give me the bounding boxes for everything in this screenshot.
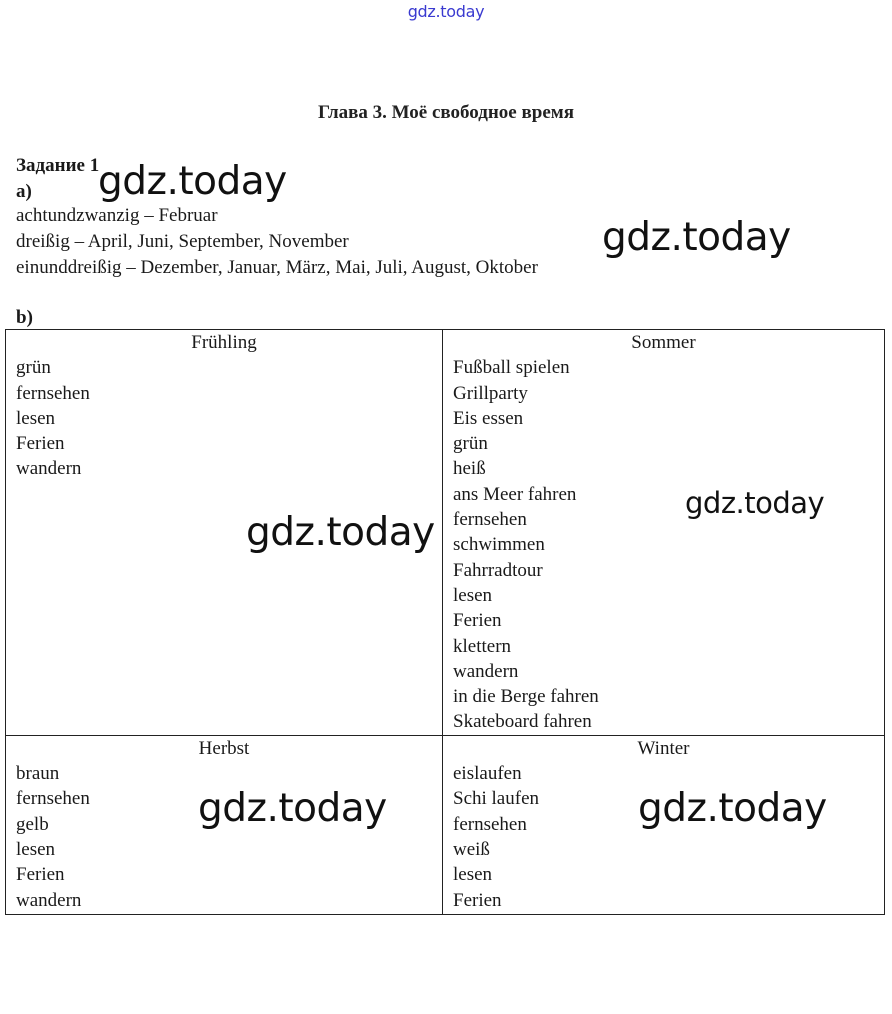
- word-item: lesen: [16, 407, 56, 429]
- season-title: Herbst: [198, 737, 250, 759]
- word-item: fernsehen: [16, 788, 90, 810]
- word-list: [453, 761, 874, 913]
- word-item: fernsehen: [453, 813, 527, 835]
- word-item: wandern: [16, 458, 82, 480]
- word-item: lesen: [16, 838, 56, 860]
- word-item: lesen: [453, 864, 493, 886]
- word-item: fernsehen: [16, 382, 90, 404]
- top-watermark: gdz.today: [407, 2, 485, 21]
- season-cell-sommer: [443, 330, 885, 736]
- word-item: grün: [16, 357, 51, 379]
- word-item: wandern: [16, 889, 82, 911]
- word-item: Ferien: [16, 864, 65, 886]
- word-item: braun: [16, 763, 60, 785]
- word-item: schwimmen: [453, 534, 545, 556]
- word-item: Ferien: [453, 889, 502, 911]
- word-item: Grillparty: [453, 382, 528, 404]
- word-item: in die Berge fahren: [453, 686, 599, 708]
- watermark: gdz.today: [198, 786, 387, 831]
- task-title: Задание 1: [16, 155, 100, 176]
- chapter-title: Глава 3. Моё свободное время: [318, 102, 574, 123]
- word-item: ans Meer fahren: [453, 483, 577, 505]
- season-title: Frühling: [191, 332, 257, 353]
- watermark: gdz.today: [685, 486, 825, 520]
- word-item: weiß: [453, 838, 490, 860]
- part-a-answers: [16, 203, 538, 281]
- word-item: lesen: [453, 584, 493, 606]
- word-item: klettern: [453, 635, 512, 657]
- word-item: wandern: [453, 660, 519, 682]
- word-item: Fußball spielen: [453, 357, 570, 379]
- watermark: gdz.today: [246, 510, 435, 555]
- word-item: Schi laufen: [453, 788, 540, 810]
- word-item: Fahrradtour: [453, 559, 543, 581]
- word-list: [16, 761, 432, 913]
- season-title: Sommer: [631, 332, 696, 353]
- season-title: Winter: [637, 737, 690, 759]
- word-item: Skateboard fahren: [453, 711, 592, 733]
- answer-line: dreißig – April, Juni, September, November: [16, 231, 349, 252]
- word-item: fernsehen: [453, 509, 527, 531]
- table-row: [6, 330, 885, 736]
- word-list: [453, 355, 874, 734]
- word-item: grün: [453, 433, 488, 455]
- word-item: Ferien: [16, 433, 65, 455]
- part-b-label: b): [16, 307, 33, 328]
- word-item: Ferien: [453, 610, 502, 632]
- word-list: [16, 355, 432, 481]
- answer-line: achtundzwanzig – Februar: [16, 205, 218, 226]
- watermark: gdz.today: [98, 159, 287, 204]
- part-a-label: a): [16, 181, 32, 202]
- watermark: gdz.today: [638, 786, 827, 831]
- word-item: eislaufen: [453, 763, 522, 785]
- word-item: heiß: [453, 458, 486, 480]
- word-item: Eis essen: [453, 407, 524, 429]
- word-item: gelb: [16, 813, 49, 835]
- watermark: gdz.today: [602, 215, 791, 260]
- answer-line: einunddreißig – Dezember, Januar, März, Mai, Juli, August, Oktober: [16, 257, 538, 278]
